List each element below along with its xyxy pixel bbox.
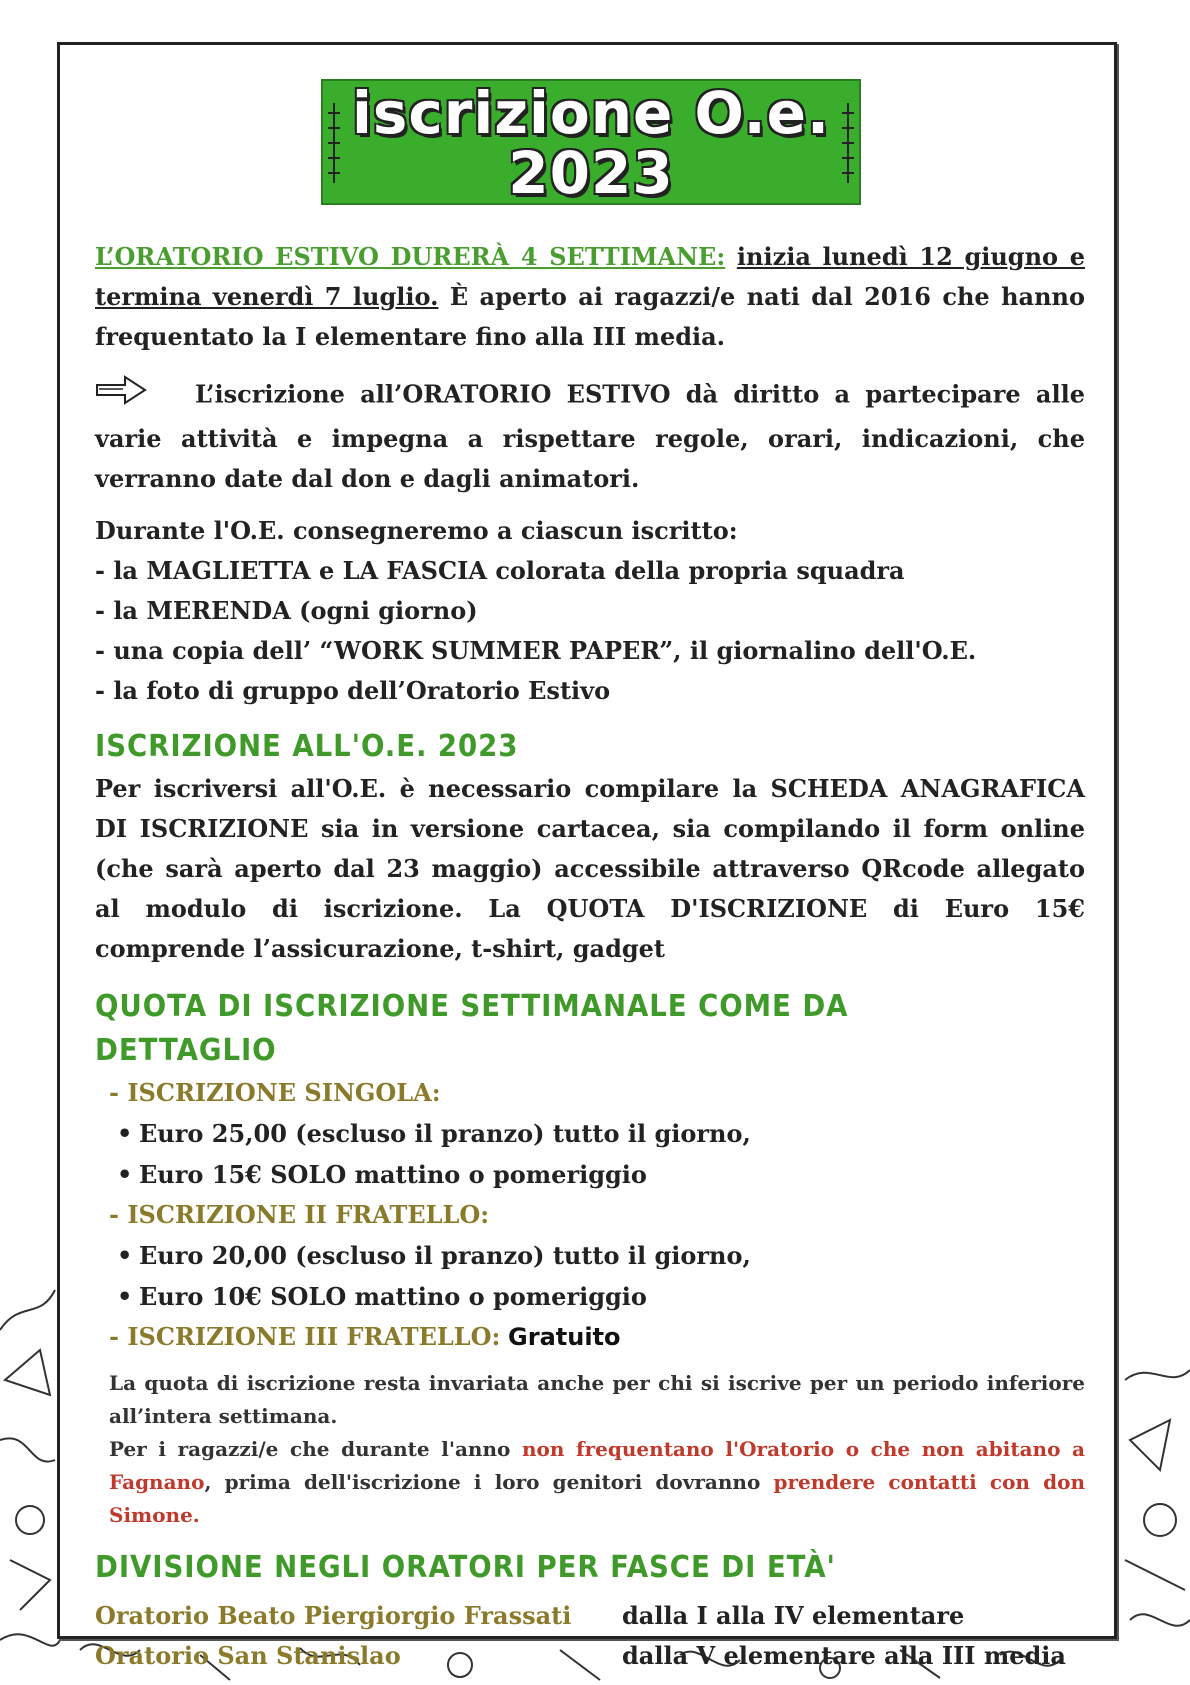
fee-item: • Euro 15€ SOLO mattino o pomeriggio [117,1160,647,1189]
note-highlight: prendere contatti con don Simone. [109,1470,1085,1527]
intro-paragraph [95,237,1085,357]
fee-third-label: - ISCRIZIONE III FRATELLO: [109,1322,501,1351]
flyer-paper [57,42,1117,1670]
rules-paragraph [95,373,1085,499]
division-heading: DIVISIONE NEGLI ORATORI PER FASCE DI ETÀ' [95,1550,836,1585]
delivery-item: - la foto di gruppo dell’Oratorio Estivo [95,676,611,705]
oratory-name: Oratorio San Stanislao [95,1641,401,1670]
banner-stitch-icon [841,103,855,183]
intro-duration: L’ORATORIO ESTIVO DURERÀ 4 SETTIMANE: [95,242,726,271]
registration-text: Per iscriversi all'O.E. è necessario compilare la SCHEDA ANAGRAFICA DI ISCRIZIONE sia in versione cartacea, sia compilando il form online (che sarà aperto dal 23 maggio) accessibile attraverso QRcode allegato al modulo di iscrizione. La QUOTA D'ISCRIZIONE di Euro 15€ comprende l’assicurazione, t-shirt, gadget [95,774,1085,963]
fees-heading: QUOTA DI ISCRIZIONE SETTIMANALE COME DA DETTAGLIO [95,989,849,1068]
note-highlight: non frequentano l'Oratorio o che non abitano a Fagnano [109,1437,1085,1494]
note-fee: La quota di iscrizione resta invariata anche per chi si iscrive per un periodo inferiore all’intera settimana. [109,1371,1085,1428]
oratory-range: dalla V elementare alla III media [622,1641,1066,1670]
intro-rest: È aperto ai ragazzi/e nati dal 2016 che hanno frequentato la I elementare fino alla III media. [95,282,1086,351]
delivery-item: - una copia dell’ “WORK SUMMER PAPER”, il giornalino dell'O.E. [95,636,977,665]
fee-third [109,1317,1085,1357]
fee-item: • Euro 25,00 (escluso il pranzo) tutto il giorno, [117,1119,751,1148]
fee-item: • Euro 10€ SOLO mattino o pomeriggio [117,1282,647,1311]
division-row [95,1636,1085,1676]
delivery-item: - la MERENDA (ogni giorno) [95,596,478,625]
note-contact: Per i ragazzi/e che durante l'anno non frequentano l'Oratorio o che non abitano a Fagnano, prima dell'iscrizione i loro genitori dovranno prendere contatti con don Simone. [109,1437,1085,1527]
fee-second-label: - ISCRIZIONE II FRATELLO: [109,1200,490,1229]
pointing-hand-arrow-icon [95,373,195,419]
intro-dates: inizia lunedì 12 giugno e termina venerdì 7 luglio. [95,242,1085,311]
flyer-content [95,237,1085,1676]
title-banner [321,79,861,205]
registration-heading: ISCRIZIONE ALL'O.E. 2023 [95,729,519,764]
fee-third-value: Gratuito [508,1323,621,1351]
delivery-item: - la MAGLIETTA e LA FASCIA colorata della propria squadra [95,556,905,585]
oratory-name: Oratorio Beato Piergiorgio Frassati [95,1601,572,1630]
fee-item: • Euro 20,00 (escluso il pranzo) tutto il giorno, [117,1241,751,1270]
fee-single-label: - ISCRIZIONE SINGOLA: [109,1078,441,1107]
division-row [95,1596,1085,1636]
banner-title: iscrizione O.e. [351,79,830,147]
deliveries-intro: Durante l'O.E. consegneremo a ciascun iscritto: [95,516,738,545]
rules-text: L’iscrizione all’ORATORIO ESTIVO dà diritto a partecipare alle varie attività e impegna a rispettare regole, orari, indicazioni, che verranno date dal don e dagli animatori. [95,379,1085,493]
banner-stitch-icon [327,103,341,183]
banner-year: 2023 [508,139,674,207]
oratory-range: dalla I alla IV elementare [622,1601,965,1630]
